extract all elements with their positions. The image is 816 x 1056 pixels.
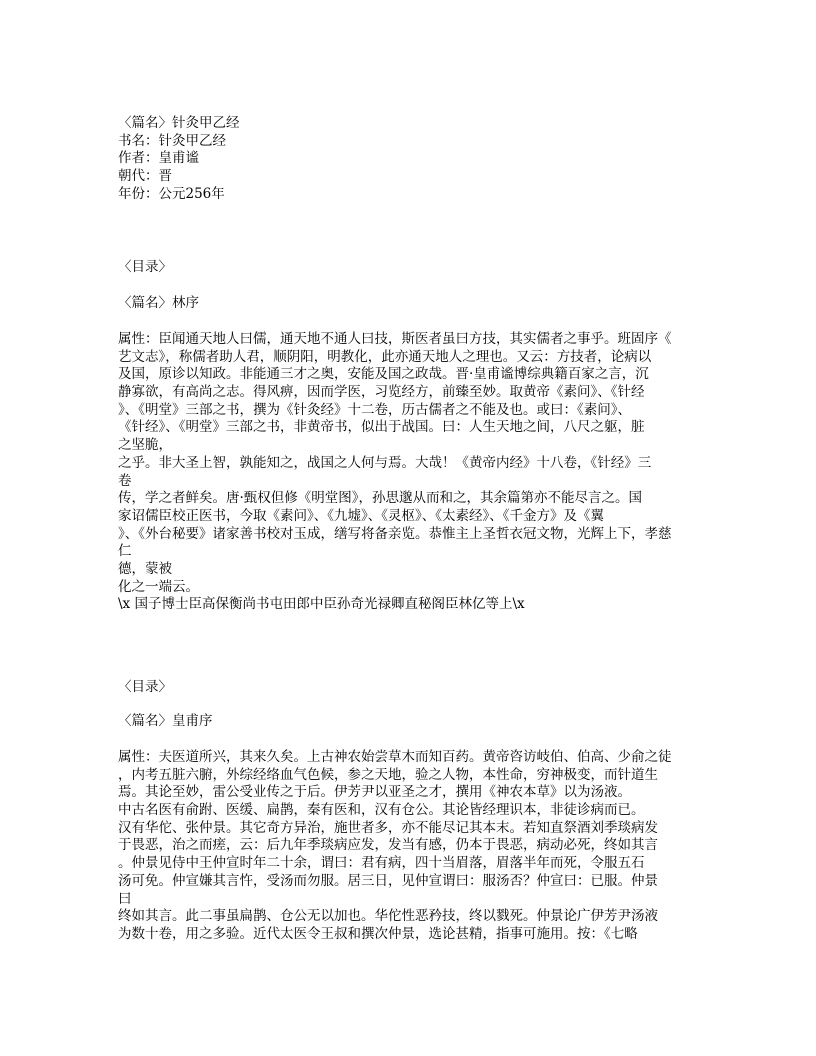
text-line: \x 国子博士臣高保衡尚书屯田郎中臣孙奇光禄卿直秘阁臣林亿等上\x <box>118 596 525 613</box>
text-line: 之坚脆， <box>118 437 172 454</box>
text-line: 书名：针灸甲乙经 <box>118 132 226 149</box>
text-line: 朝代：晋 <box>118 168 172 185</box>
section-title-lin-preface: 〈篇名〉林序 <box>118 295 199 311</box>
book-info <box>118 115 718 203</box>
section-title-huangfu-preface: 〈篇名〉皇甫序 <box>118 713 213 729</box>
text-line: 家诏儒臣校正医书，今取《素问》、《九墟》、《灵枢》、《太素经》、《千金方》及《翼 <box>118 507 604 524</box>
text-line: 传，学之者鲜矣。唐·甄权但修《明堂图》，孙思邈从而和之，其余篇第亦不能尽言之。国 <box>118 490 643 507</box>
text-line: 化之一端云。 <box>118 578 199 595</box>
text-line: 曰 <box>118 890 132 907</box>
text-line: 终如其言。此二事虽扁鹊、仓公无以加也。华佗性恶矜技，终以戮死。仲景论广伊芳尹汤液 <box>118 908 658 925</box>
text-line: 艺文志》，称儒者助人君，顺阴阳，明教化，此亦通天地人之理也。又云：方技者，论病以 <box>118 348 652 365</box>
text-line: 及国，原诊以知政。非能通三才之奥，安能及国之政哉。晋·皇甫谧博综典籍百家之言，沉 <box>118 366 649 383</box>
text-line: 〈篇名〉针灸甲乙经 <box>118 115 240 131</box>
text-line: 属性：臣闻通天地人曰儒，通天地不通人曰技，斯医者虽曰方技，其实儒者之事乎。班固序《 <box>118 331 672 347</box>
toc-heading-1: 〈目录〉 <box>118 259 172 275</box>
text-line: 之乎。非大圣上智，孰能知之，战国之人何与焉。大哉！《黄帝内经》十八卷，《针经》三 <box>118 454 652 471</box>
text-line: 静寡欲，有高尚之志。得风痹，因而学医，习览经方，前臻至妙。取黄帝《素问》、《针经 <box>118 384 645 401</box>
text-line: 作者：皇甫谧 <box>118 150 199 167</box>
text-line: 卷 <box>118 472 132 489</box>
text-line: 于畏恶，治之而瘥，云：后九年季琰病应发，发当有感，仍本于畏恶，病动必死，终如其言 <box>118 837 658 854</box>
lin-preface-body <box>118 331 718 614</box>
text-line: 属性：夫医道所兴，其来久矣。上古神农始尝草木而知百药。黄帝咨访岐伯、伯高、少俞之徒 <box>118 749 672 765</box>
text-line: 仁 <box>118 543 132 560</box>
text-line: 汉有华佗、张仲景。其它奇方异治，施世者多，亦不能尽记其本末。若知直祭酒刘季琰病发 <box>118 819 658 836</box>
text-line: 汤可免。仲宣嫌其言忤，受汤而勿服。居三日，见仲宣谓曰：服汤否？仲宣曰：已服。仲景 <box>118 872 658 889</box>
text-line: 年份：公元256年 <box>118 185 225 202</box>
text-line: 德，蒙被 <box>118 560 172 577</box>
text-line: 》、《明堂》三部之书，撰为《针灸经》十二卷，历古儒者之不能及也。或曰：《素问》、 <box>118 401 631 418</box>
toc-heading-2: 〈目录〉 <box>118 679 172 695</box>
text-line: 》、《外台秘要》诸家善书校对玉成，缮写将备亲览。恭惟主上圣哲衣冠文物，光辉上下，孝慈 <box>118 525 672 542</box>
text-line: 中古名医有俞跗、医缓、扁鹊，秦有医和，汉有仓公。其论皆经理识本，非徒诊病而已。 <box>118 802 645 819</box>
text-line: 《针经》、《明堂》三部之书，非黄帝书，似出于战国。曰：人生天地之间，八尺之躯，脏 <box>118 419 645 436</box>
text-line: 。仲景见侍中王仲宣时年二十余，谓曰：君有病，四十当眉落，眉落半年而死，令服五石 <box>118 855 645 872</box>
huangfu-preface-body <box>118 749 718 944</box>
text-line: 为数十卷，用之多验。近代太医令王叔和撰次仲景，选论甚精，指事可施用。按：《七略 <box>118 925 638 942</box>
text-line: 焉。其论至妙，雷公受业传之于后。伊芳尹以亚圣之才，撰用《神农本草》以为汤液。 <box>118 784 631 801</box>
text-line: ，内考五脏六腑，外综经络血气色候，参之天地，验之人物，本性命，穷神极变，而针道生 <box>118 766 658 783</box>
